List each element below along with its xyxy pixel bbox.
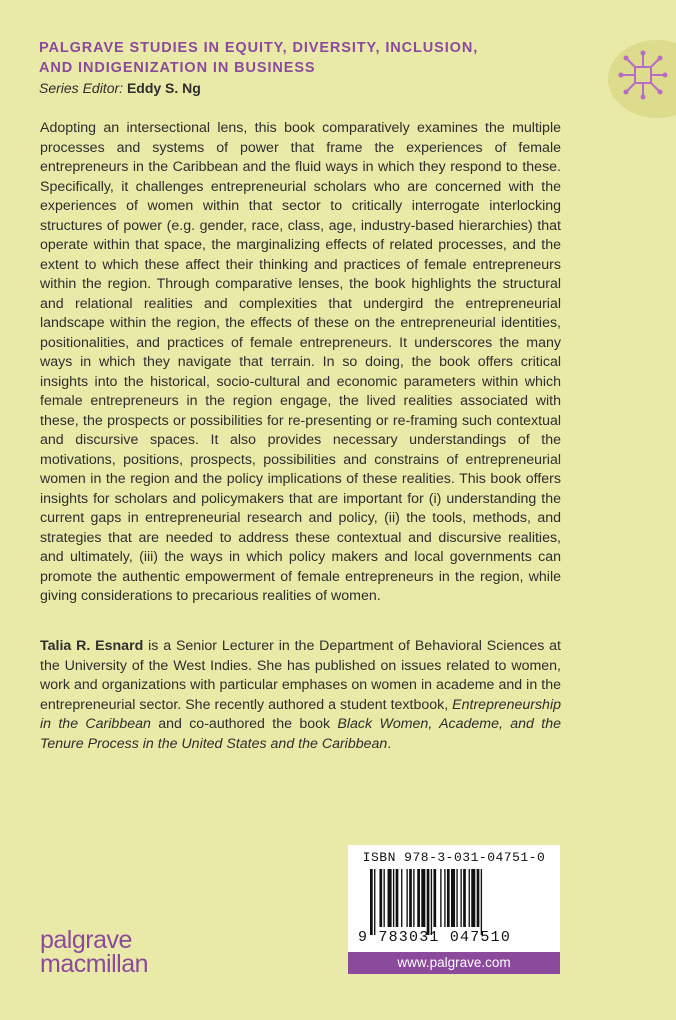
barcode-bar	[409, 869, 412, 927]
book-description: Adopting an intersectional lens, this book comparatively examines the multiple processes and systems of power that frame the experiences of female entrepreneurs in the Caribbean and the fluid ways in which they respond to these. Specifically, it challenges entrepreneurial scholars who are concerned with the experiences of women within that sector to critically interrogate interlocking structures of power (e.g. gender, race, class, age, industry-based hierarchies) that operate within that space, the marginalizing effects of related processes, and the extent to which these affect their thinking and practices of female entrepreneurs within the region. Through comparative lenses, the book highlights the structural and relational realities and complexities that undergird the entrepreneurial landscape within the region, the effects of these on the entrepreneurial identities, positionalities, and practices of female entrepreneurs. It underscores the many ways in which they navigate that terrain. In so doing, the book offers critical insights into the historical, socio-cultural and economic parameters within which female entrepreneurs in the region engage, the lived realities associated with these, the prospects or possibilities for re-presenting or re-framing such contextual and discursive spaces. It also provides necessary understandings of the motivations, positions, prospects, possibilities and constrains of entrepreneurial women in the region and the policy implications of these realities. This book offers insights for scholars and policymakers that are important for (i) understanding the current gaps in entrepreneurial research and policy, (ii) the tools, methods, and strategies that are needed to address these contextual and discursive realities, and ultimately, (iii) the ways in which policy makers and local governments can promote the authentic empowerment of female entrepreneurs in the region, while giving considerations to precarious realities of women.	[40, 120, 561, 604]
bio-text-3: .	[387, 735, 392, 752]
bio-text-2: and co-authored the book	[150, 716, 338, 732]
barcode-bar	[481, 869, 482, 935]
series-editor-label: Series Editor:	[39, 80, 124, 96]
barcode-bar	[374, 869, 375, 935]
logo-line-1: palgrave	[40, 926, 132, 954]
barcode-bar	[370, 869, 373, 935]
barcode-bar	[460, 869, 461, 927]
barcode-bar	[447, 869, 450, 927]
series-title-line-2: AND INDIGENIZATION IN BUSINESS	[39, 60, 316, 76]
series-title-line-1: PALGRAVE STUDIES IN EQUITY, DIVERSITY, INCLUSION,	[39, 40, 479, 56]
barcode-digits: 9 783031 047510	[358, 929, 512, 946]
barcode-bar	[477, 869, 480, 927]
barcode-bar	[433, 869, 436, 927]
isbn-label: ISBN 978-3-031-04751-0	[362, 850, 546, 865]
barcode-bar	[469, 869, 470, 927]
barcode-bar	[417, 869, 420, 927]
series-editor-name: Eddy S. Ng	[126, 80, 201, 96]
barcode-bar	[427, 869, 430, 935]
barcode-bar	[379, 869, 382, 927]
series-editor	[39, 79, 201, 97]
barcode-bar	[388, 869, 392, 927]
book-title-2: Black Women, Academe, and the Tenure Process in the United States and the Caribbean	[40, 716, 561, 752]
author-name: Talia R. Esnard	[40, 638, 144, 654]
bio-text-1: is a Senior Lecturer in the Department of Behavioral Sciences at the University of the West Indies. She has published on issues related to women, work and organizations with particular emphases on women in academe and in the entrepreneurial sector. She recently authored a student textbook,	[40, 638, 561, 713]
author-bio	[40, 637, 561, 754]
barcode-bar	[431, 869, 432, 935]
barcode-bar	[456, 869, 457, 927]
publisher-logo	[40, 928, 148, 976]
barcode-bar	[406, 869, 407, 927]
barcode-bar	[421, 869, 425, 927]
barcode-bar	[440, 869, 441, 927]
barcode-box	[348, 845, 560, 952]
barcode-bar	[471, 869, 475, 927]
barcode-bar	[413, 869, 414, 927]
barcode-bar	[401, 869, 402, 927]
series-title	[39, 38, 478, 78]
network-node-icon	[618, 50, 668, 100]
barcode-bar	[396, 869, 399, 927]
barcode-bar	[384, 869, 385, 927]
publisher-website[interactable]: www.palgrave.com	[348, 952, 560, 974]
book-title-1: Entrepreneurship in the Caribbean	[40, 696, 561, 732]
barcode-bar	[444, 869, 445, 927]
barcode-bar	[451, 869, 455, 927]
series-emblem	[608, 40, 676, 118]
barcode-bar	[393, 869, 394, 927]
barcode-bar	[463, 869, 466, 927]
logo-line-2: macmillan	[40, 950, 149, 978]
